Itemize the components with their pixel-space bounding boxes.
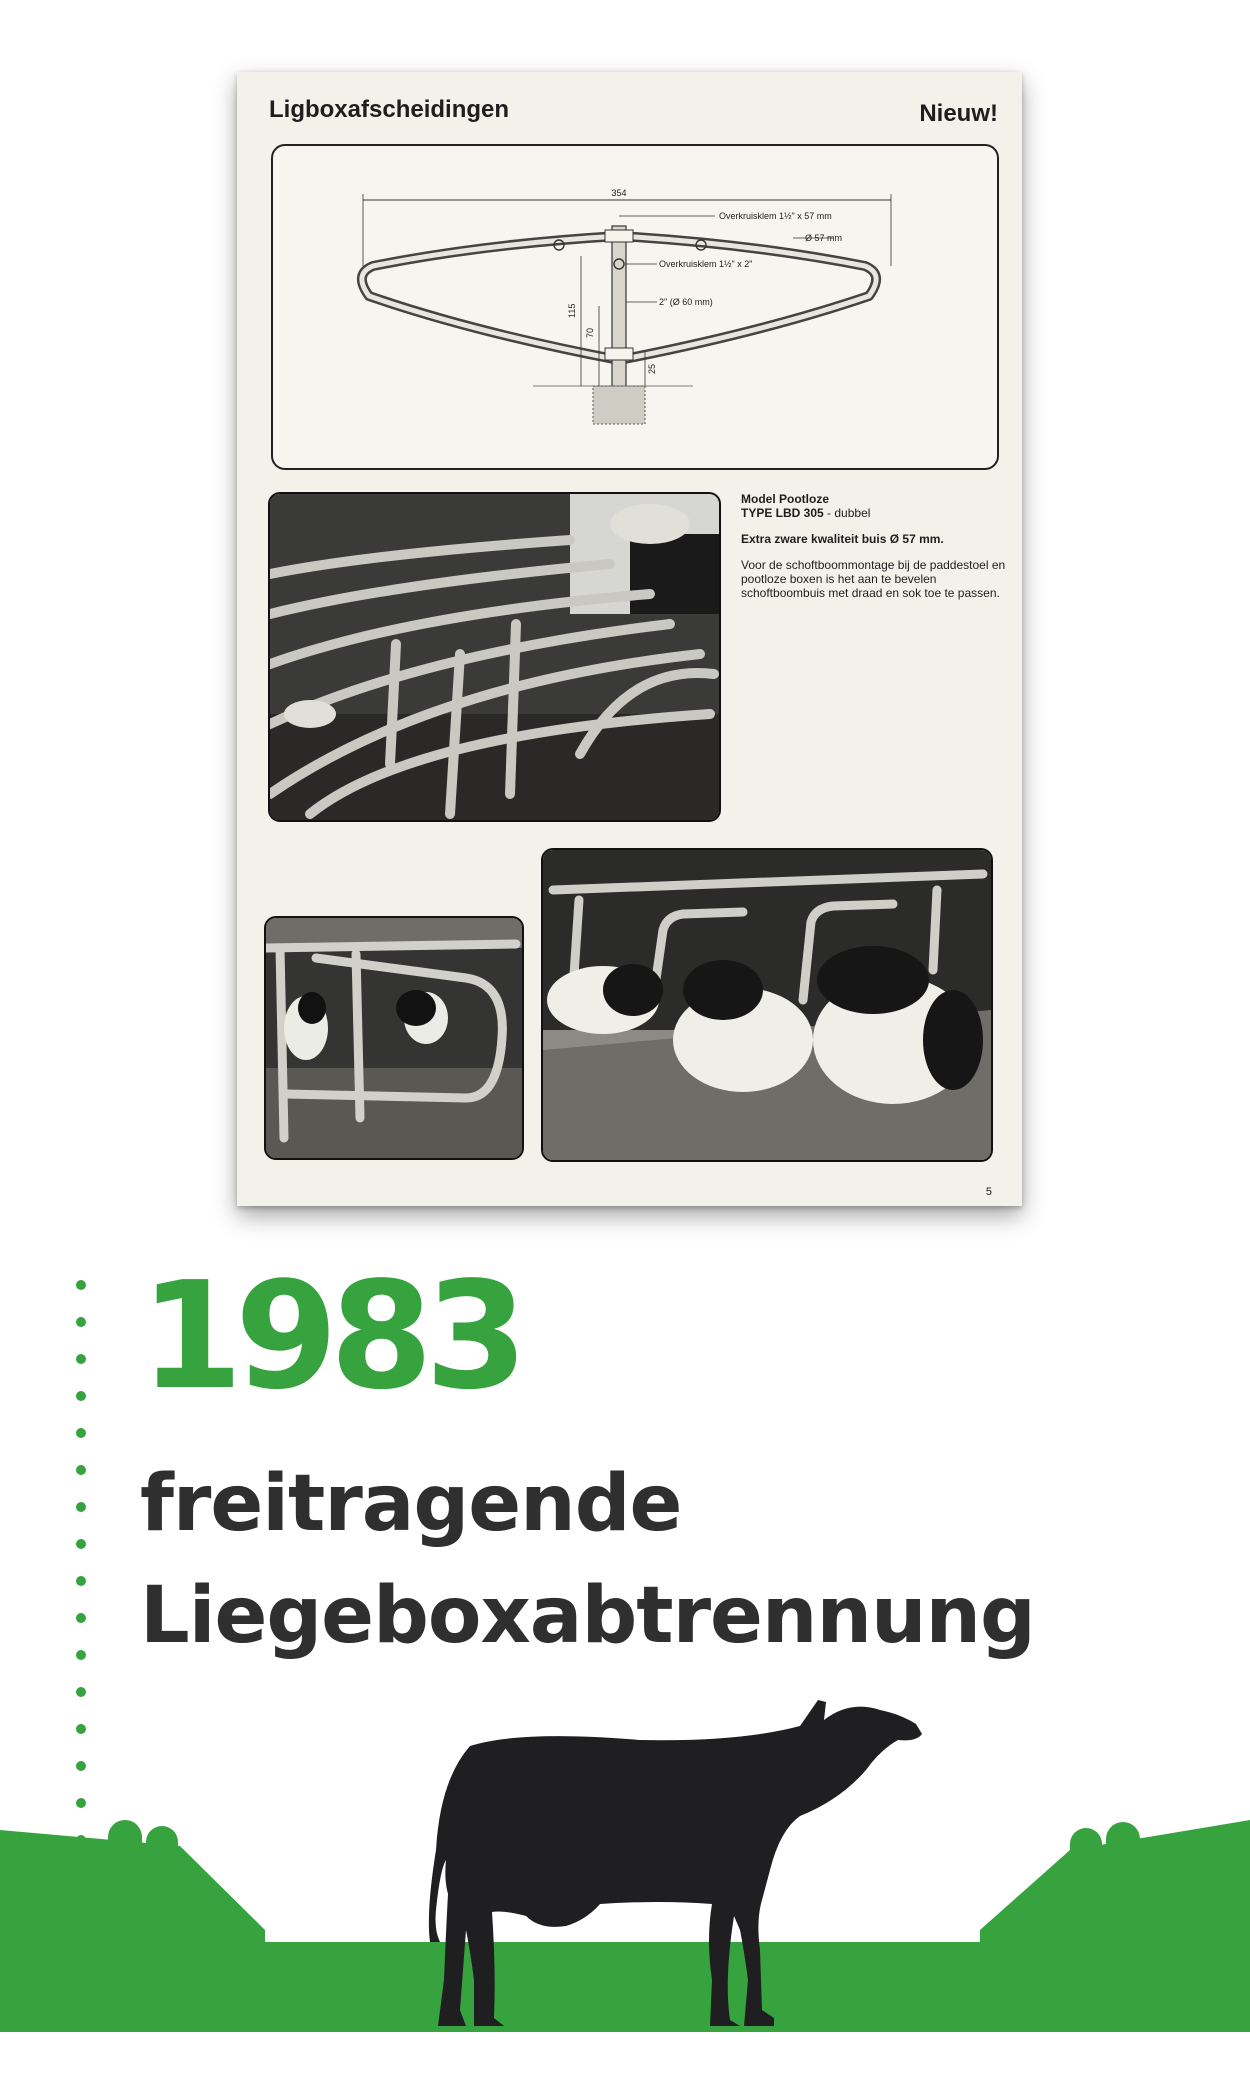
photo-divider-detail [264,916,524,1160]
diagram-dim-total: 354 [611,188,627,198]
diagram-dim-lower: 70 [585,327,595,338]
mounting-note: Voor de schoftboommontage bij de paddestoel en pootloze boxen is het aan te bevelen schoftboombuis met draad en sok toe te passen. [741,558,1006,600]
diagram-dim-ground: 25 [647,363,657,374]
photo-cows-lying [541,848,993,1162]
diagram-label-clamp-top: Overkruisklem 1½" x 57 mm [719,211,832,221]
timeline-dot [76,1428,86,1438]
diagram-label-tube: Ø 57 mm [805,233,843,243]
type-suffix: - dubbel [827,506,871,520]
photo-cubicle-rows [268,492,721,822]
timeline-dot [76,1317,86,1327]
headline-line-1: freitragende [140,1459,682,1549]
headline-line-2: Liegeboxabtrennung [140,1571,1035,1661]
timeline-dot [76,1354,86,1364]
type-label: TYPE LBD 305 [741,506,824,520]
product-description [741,492,1006,600]
headline [140,1448,1240,1672]
diagram-label-post: 2" (Ø 60 mm) [659,297,713,307]
type-line [741,506,1006,520]
page-number: 5 [985,1186,992,1198]
timeline-dot [76,1576,86,1586]
timeline-dot [76,1465,86,1475]
timeline-dot [76,1280,86,1290]
new-badge: Nieuw! [919,100,998,127]
brochure-title: Ligboxafscheidingen [269,96,510,123]
timeline-dot [76,1391,86,1401]
timeline-dot [76,1539,86,1549]
timeline-dot [76,1613,86,1623]
diagram-dim-height: 115 [567,303,577,318]
technical-diagram [271,144,999,470]
landscape-illustration [0,1680,1250,2083]
brochure-page-scan [237,72,1022,1206]
diagram-label-clamp-mid: Overkruisklem 1½" x 2" [659,259,753,269]
model-name: Model Pootloze [741,492,829,506]
year-heading: 1983 [140,1250,520,1422]
timeline-dot [76,1650,86,1660]
timeline-dot [76,1502,86,1512]
quality-note: Extra zware kwaliteit buis Ø 57 mm. [741,532,944,546]
